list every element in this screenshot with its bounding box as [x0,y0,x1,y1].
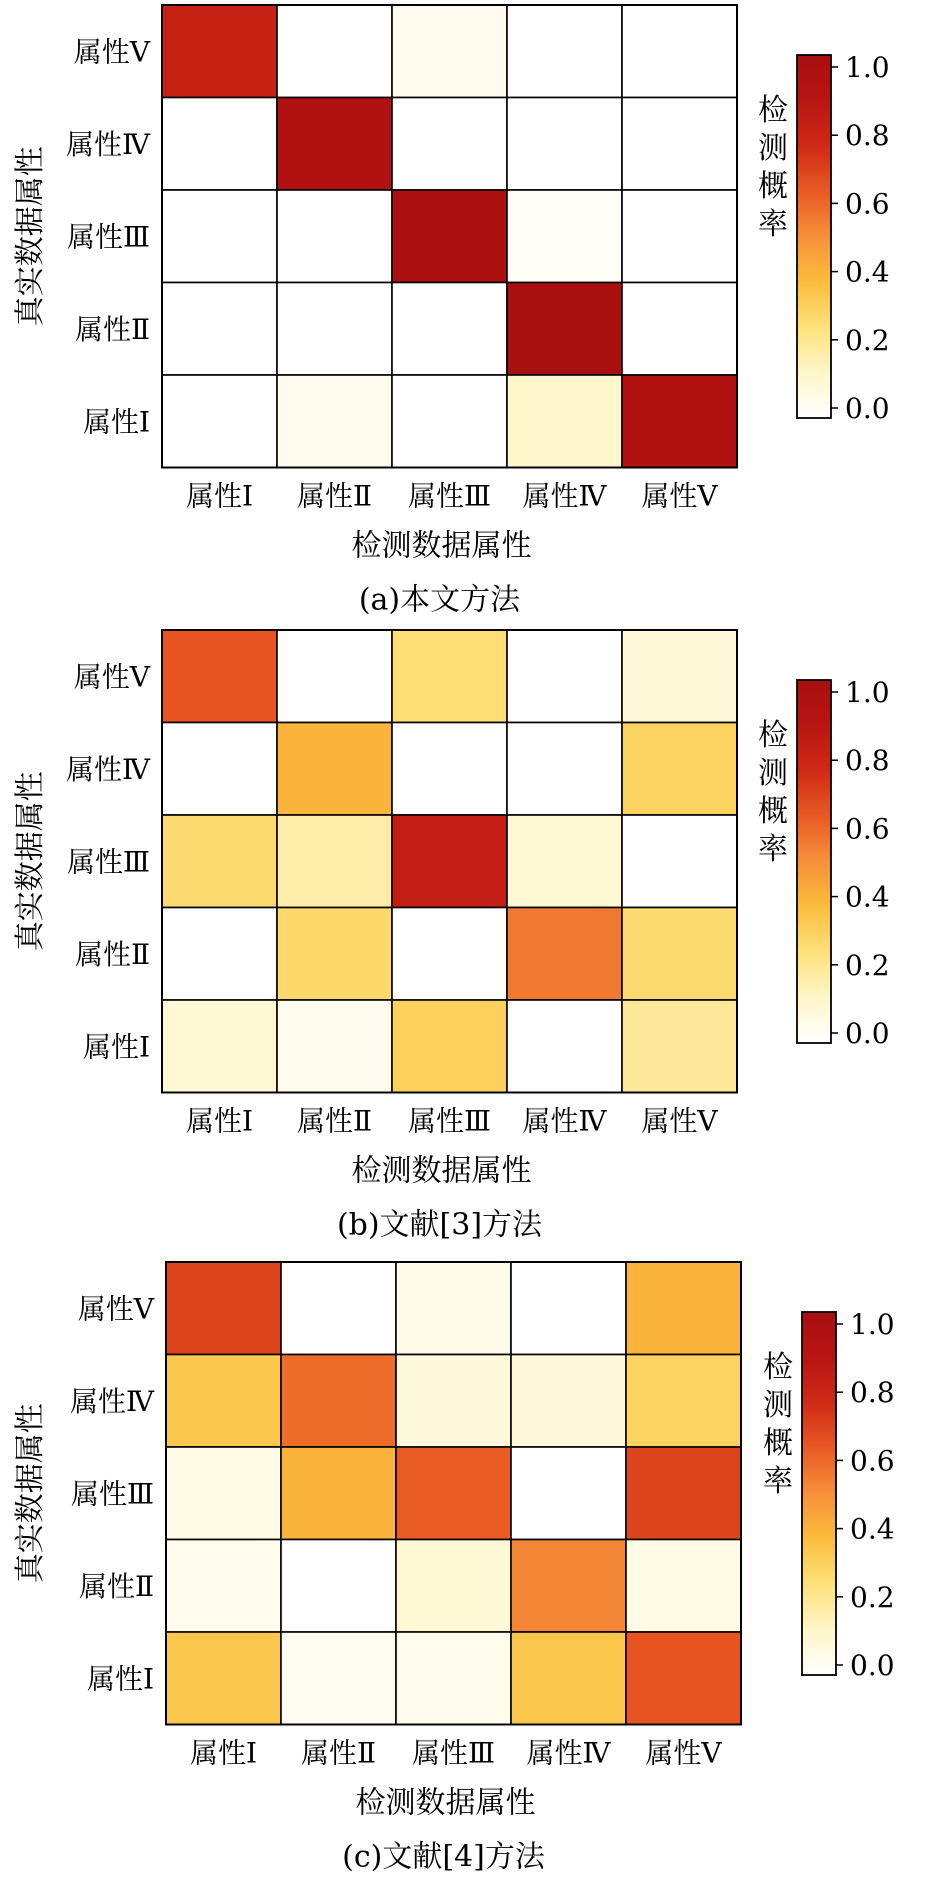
y-axis-title: 真实数据属性 [13,771,48,952]
colorbar [802,1312,836,1675]
colorbar-tick-label: 0.4 [850,1512,895,1546]
heatmap-cell [396,1447,511,1540]
heatmap-cell [622,98,737,191]
heatmap-cell [162,815,277,908]
heatmap-cell [511,1447,626,1540]
heatmap-cell [507,98,622,191]
heatmap-cell [626,1540,741,1633]
heatmap-cell [281,1632,396,1725]
colorbar-title: 检测概率 [758,718,788,867]
y-axis-title: 真实数据属性 [13,146,48,327]
heatmap-cell [162,375,277,468]
heatmap-cell [277,1000,392,1093]
heatmap-cell [277,98,392,191]
heatmap-cell [162,283,277,376]
heatmap-cell [507,1000,622,1093]
heatmap-cell [392,5,507,98]
x-tick-label: 属性Ⅴ [645,1736,722,1770]
y-tick-label: 属性Ⅱ [78,1569,154,1603]
colorbar-tick-label: 0.0 [845,1017,890,1050]
heatmap-cell [281,1540,396,1633]
x-tick-label: 属性Ⅳ [522,479,607,513]
heatmap-cell [392,723,507,816]
colorbar-tick-label: 0.0 [850,1649,895,1682]
colorbar-tick-label: 0.4 [845,255,890,289]
heatmap-cell [277,908,392,1001]
heatmap-cell [392,375,507,468]
heatmap-cell [622,1000,737,1093]
heatmap-cell [626,1355,741,1448]
x-tick-label: 属性Ⅴ [641,479,718,513]
x-tick-label: 属性Ⅱ [300,1736,377,1770]
y-tick-label: 属性Ⅲ [66,220,150,254]
colorbar-tick-label: 0.2 [845,948,890,982]
heatmap-cell [392,630,507,723]
y-tick-label: 属性Ⅰ [82,405,150,439]
heatmap-cell [507,815,622,908]
y-tick-label: 属性Ⅱ [74,937,150,971]
heatmap-cell [166,1632,281,1725]
heatmap-cell [392,815,507,908]
colorbar [797,680,831,1043]
heatmap-panel-1 [13,5,890,618]
heatmap-cell [511,1262,626,1355]
panel-caption: (b)文献[3]方法 [336,1207,543,1243]
colorbar-tick-label: 1.0 [845,676,890,709]
heatmap-cell [396,1355,511,1448]
x-tick-label: 属性Ⅱ [296,1104,373,1138]
heatmap-cell [281,1447,396,1540]
heatmap-cell [392,1000,507,1093]
heatmap-cell [622,283,737,376]
heatmap-cell [507,190,622,283]
colorbar-tick-label: 0.2 [845,323,890,357]
colorbar-tick-label: 0.6 [845,187,890,221]
x-tick-label: 属性Ⅰ [185,479,254,513]
colorbar [797,55,831,418]
y-tick-label: 属性Ⅰ [86,1662,154,1696]
heatmap-cell [392,908,507,1001]
y-axis-title: 真实数据属性 [13,1403,48,1584]
heatmap-cell [162,723,277,816]
panel-caption: (a)本文方法 [358,582,521,618]
colorbar-tick-label: 0.0 [845,392,890,425]
x-axis-title: 检测数据属性 [355,1785,536,1821]
y-tick-label: 属性Ⅳ [70,1384,154,1418]
heatmap-cell [392,190,507,283]
heatmap-cell [392,98,507,191]
heatmap-panel-2 [13,630,890,1243]
heatmap-cell [622,190,737,283]
heatmap-cell [166,1540,281,1633]
panel-caption: (c)文献[4]方法 [342,1839,545,1875]
heatmap-cell [626,1447,741,1540]
x-tick-label: 属性Ⅲ [407,1104,492,1138]
colorbar-tick-label: 1.0 [850,1308,895,1341]
heatmap-cell [162,5,277,98]
heatmap-cell [622,630,737,723]
heatmap-cell [162,190,277,283]
heatmap-cell [622,723,737,816]
y-tick-label: 属性Ⅲ [70,1477,154,1511]
heatmap-cell [277,5,392,98]
colorbar-tick-label: 0.4 [845,880,890,914]
heatmap-cell [281,1262,396,1355]
x-tick-label: 属性Ⅳ [526,1736,611,1770]
heatmap-cell [162,98,277,191]
y-tick-label: 属性Ⅴ [73,660,150,694]
x-tick-label: 属性Ⅰ [185,1104,254,1138]
heatmap-cell [626,1632,741,1725]
heatmap-cell [396,1262,511,1355]
heatmap-cell [392,283,507,376]
heatmap-cell [507,5,622,98]
heatmap-cell [277,815,392,908]
heatmap-cell [166,1447,281,1540]
heatmap-cell [162,908,277,1001]
x-tick-label: 属性Ⅳ [522,1104,607,1138]
colorbar-tick-label: 0.2 [850,1580,895,1614]
x-axis-title: 检测数据属性 [351,1153,532,1189]
heatmap-cell [507,630,622,723]
y-tick-label: 属性Ⅳ [66,127,150,161]
heatmap-cell [166,1262,281,1355]
y-tick-label: 属性Ⅰ [82,1030,150,1064]
y-tick-label: 属性Ⅱ [74,312,150,346]
colorbar-tick-label: 0.6 [850,1444,895,1478]
heatmap-cell [277,283,392,376]
x-tick-label: 属性Ⅲ [411,1736,496,1770]
heatmap-cell [162,630,277,723]
heatmap-cell [511,1355,626,1448]
heatmap-cell [396,1540,511,1633]
heatmap-cell [277,630,392,723]
heatmap-panel-3 [13,1262,895,1875]
heatmap-cell [626,1262,741,1355]
heatmap-cell [507,375,622,468]
y-tick-label: 属性Ⅲ [66,845,150,879]
y-tick-label: 属性Ⅴ [77,1292,154,1326]
x-tick-label: 属性Ⅰ [189,1736,258,1770]
heatmap-cell [162,1000,277,1093]
heatmap-cell [281,1355,396,1448]
colorbar-tick-label: 0.8 [850,1376,895,1410]
heatmap-cell [622,815,737,908]
heatmap-cell [622,908,737,1001]
heatmap-cell [507,908,622,1001]
colorbar-tick-label: 0.8 [845,744,890,778]
x-tick-label: 属性Ⅲ [407,479,492,513]
heatmap-cell [507,283,622,376]
colorbar-title: 检测概率 [763,1350,793,1499]
colorbar-tick-label: 1.0 [845,51,890,84]
heatmap-cell [622,375,737,468]
heatmap-cell [622,5,737,98]
colorbar-tick-label: 0.8 [845,119,890,153]
heatmap-cell [166,1355,281,1448]
y-tick-label: 属性Ⅴ [73,35,150,69]
colorbar-title: 检测概率 [758,93,788,242]
heatmap-cell [511,1632,626,1725]
heatmap-cell [511,1540,626,1633]
heatmap-cell [277,190,392,283]
x-axis-title: 检测数据属性 [351,528,532,564]
colorbar-tick-label: 0.6 [845,812,890,846]
heatmap-cell [277,375,392,468]
y-tick-label: 属性Ⅳ [66,752,150,786]
heatmap-cell [277,723,392,816]
heatmap-cell [396,1632,511,1725]
x-tick-label: 属性Ⅴ [641,1104,718,1138]
heatmap-cell [507,723,622,816]
x-tick-label: 属性Ⅱ [296,479,373,513]
